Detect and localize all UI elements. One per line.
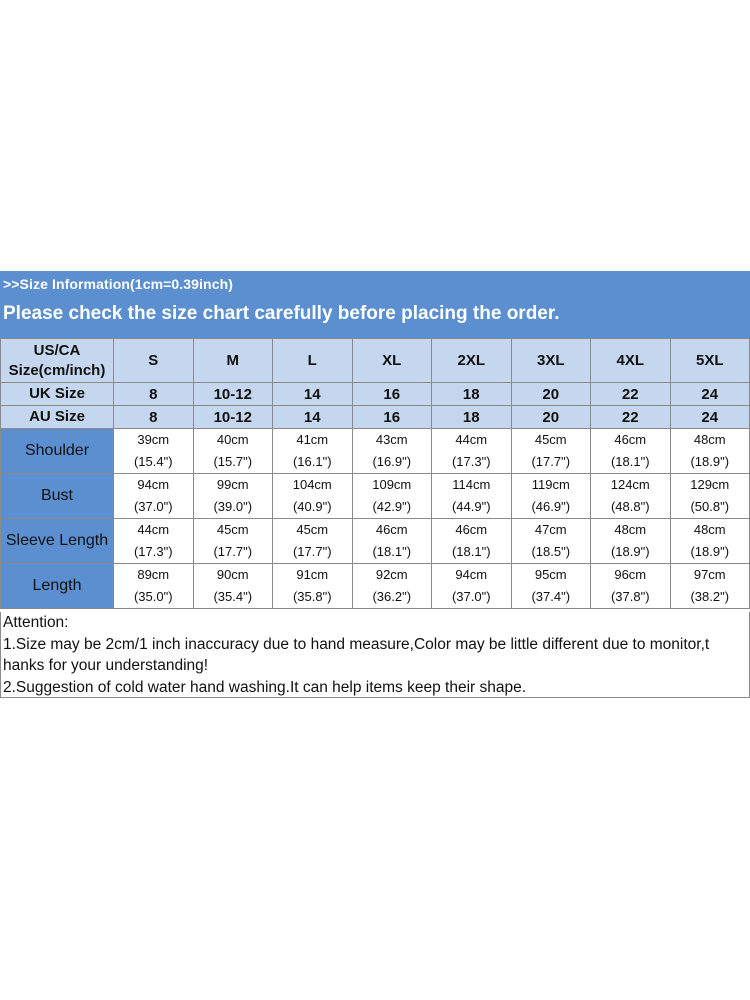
measurement-cell	[352, 564, 432, 609]
au-size-row	[1, 406, 750, 429]
cm-value: 48cm	[693, 432, 726, 447]
measurement-cell	[591, 474, 671, 519]
cm-value: 40cm	[216, 432, 249, 447]
inch-value: (37.4")	[531, 589, 571, 604]
measurement-cell	[670, 564, 750, 609]
size-cell: 4XL	[591, 339, 671, 383]
measurement-cell	[591, 429, 671, 474]
uk-size-row	[1, 383, 750, 406]
cm-value: 44cm	[137, 522, 170, 537]
attention-notes	[0, 612, 750, 698]
cm-value: 109cm	[372, 477, 412, 492]
size-cell: XL	[352, 339, 432, 383]
length-label: Length	[1, 564, 114, 609]
size-cell: 8	[114, 406, 194, 429]
inch-value: (17.3")	[451, 454, 491, 469]
inch-value: (18.1")	[372, 544, 412, 559]
inch-value: (39.0")	[213, 499, 253, 514]
inch-value: (44.9")	[451, 499, 491, 514]
inch-value: (15.4")	[133, 454, 173, 469]
inch-value: (42.9")	[372, 499, 412, 514]
inch-value: (15.7")	[213, 454, 253, 469]
inch-value: (18.9")	[690, 544, 730, 559]
attention-note-1: 1.Size may be 2cm/1 inch inaccuracy due to hand measure,Color may be little different due to monitor,t hanks for your understanding!	[3, 635, 710, 674]
cm-value: 48cm	[614, 522, 647, 537]
measurement-cell	[352, 429, 432, 474]
inch-value: (18.1")	[610, 454, 650, 469]
measurement-cell	[193, 564, 273, 609]
au-size-label: AU Size	[1, 406, 114, 429]
measurement-cell	[114, 564, 194, 609]
cm-value: 104cm	[292, 477, 332, 492]
sleeve-length-label: Sleeve Length	[1, 519, 114, 564]
size-cell: 20	[511, 383, 591, 406]
size-cell: 16	[352, 383, 432, 406]
cm-value: 124cm	[610, 477, 650, 492]
size-cell: 10-12	[193, 383, 273, 406]
cm-value: 119cm	[531, 477, 570, 492]
inch-value: (18.9")	[690, 454, 730, 469]
measurement-cell	[352, 519, 432, 564]
inch-value: (18.9")	[610, 544, 650, 559]
size-cell: 22	[591, 383, 671, 406]
cm-value: 48cm	[693, 522, 726, 537]
size-cell: S	[114, 339, 194, 383]
size-chart	[0, 271, 750, 699]
size-cell: M	[193, 339, 273, 383]
length-row	[1, 564, 750, 609]
inch-value: (17.7")	[531, 454, 571, 469]
measurement-cell	[114, 519, 194, 564]
inch-value: (40.9")	[292, 499, 332, 514]
cm-value: 114cm	[452, 477, 491, 492]
shoulder-row	[1, 429, 750, 474]
size-cell: 18	[432, 406, 512, 429]
measurement-cell	[670, 474, 750, 519]
measurement-cell	[273, 519, 353, 564]
us-ca-label-line1: US/CA	[33, 341, 81, 359]
inch-value: (18.5")	[531, 544, 571, 559]
cm-value: 94cm	[455, 567, 488, 582]
measurement-cell	[193, 429, 273, 474]
inch-value: (17.7")	[292, 544, 332, 559]
measurement-cell	[432, 519, 512, 564]
attention-title: Attention:	[3, 614, 69, 631]
inch-value: (16.1")	[292, 454, 332, 469]
cm-value: 46cm	[614, 432, 647, 447]
size-cell: 14	[273, 406, 353, 429]
inch-value: (37.0")	[451, 589, 491, 604]
cm-value: 94cm	[137, 477, 170, 492]
size-cell: 3XL	[511, 339, 591, 383]
cm-value: 46cm	[455, 522, 488, 537]
size-cell: 24	[670, 406, 750, 429]
inch-value: (50.8")	[690, 499, 730, 514]
measurement-cell	[273, 429, 353, 474]
size-info-title: >>Size Information(1cm=0.39inch)	[3, 276, 233, 292]
measurement-cell	[273, 564, 353, 609]
cm-value: 99cm	[216, 477, 249, 492]
cm-value: 90cm	[216, 567, 249, 582]
size-cell: 8	[114, 383, 194, 406]
measurement-cell	[511, 474, 591, 519]
size-info-banner	[0, 271, 750, 338]
size-cell: 14	[273, 383, 353, 406]
measurement-cell	[511, 564, 591, 609]
attention-note-2: 2.Suggestion of cold water hand washing.It can help items keep their shape.	[3, 678, 527, 696]
inch-value: (35.0")	[133, 589, 173, 604]
measurement-cell	[114, 429, 194, 474]
cm-value: 45cm	[534, 432, 567, 447]
size-check-notice: Please check the size chart carefully before placing the order.	[3, 303, 560, 324]
size-cell: 22	[591, 406, 671, 429]
uk-size-label: UK Size	[1, 383, 114, 406]
size-cell: 24	[670, 383, 750, 406]
size-cell: 10-12	[193, 406, 273, 429]
inch-value: (35.8")	[292, 589, 332, 604]
inch-value: (36.2")	[372, 589, 412, 604]
inch-value: (17.3")	[133, 544, 173, 559]
measurement-cell	[591, 564, 671, 609]
cm-value: 44cm	[455, 432, 488, 447]
measurement-cell	[670, 519, 750, 564]
inch-value: (35.4")	[213, 589, 253, 604]
us-ca-size-row	[1, 339, 750, 383]
inch-value: (48.8")	[610, 499, 650, 514]
cm-value: 45cm	[216, 522, 249, 537]
bust-label: Bust	[1, 474, 114, 519]
measurement-cell	[432, 564, 512, 609]
cm-value: 47cm	[534, 522, 567, 537]
sleeve-length-row	[1, 519, 750, 564]
measurement-cell	[352, 474, 432, 519]
size-cell: 5XL	[670, 339, 750, 383]
inch-value: (17.7")	[213, 544, 253, 559]
measurement-cell	[432, 429, 512, 474]
bust-row	[1, 474, 750, 519]
cm-value: 95cm	[534, 567, 567, 582]
size-cell: L	[273, 339, 353, 383]
measurement-cell	[193, 519, 273, 564]
cm-value: 92cm	[375, 567, 408, 582]
us-ca-size-label	[1, 339, 114, 383]
us-ca-label-line2: Size(cm/inch)	[8, 361, 106, 379]
size-cell: 20	[511, 406, 591, 429]
size-cell: 2XL	[432, 339, 512, 383]
shoulder-label: Shoulder	[1, 429, 114, 474]
cm-value: 39cm	[137, 432, 170, 447]
cm-value: 89cm	[137, 567, 170, 582]
measurement-cell	[511, 519, 591, 564]
measurement-cell	[114, 474, 194, 519]
inch-value: (18.1")	[451, 544, 491, 559]
cm-value: 129cm	[690, 477, 730, 492]
cm-value: 41cm	[296, 432, 329, 447]
measurement-cell	[193, 474, 273, 519]
inch-value: (16.9")	[372, 454, 412, 469]
measurement-cell	[591, 519, 671, 564]
cm-value: 46cm	[375, 522, 408, 537]
size-table	[0, 338, 750, 609]
measurement-cell	[273, 474, 353, 519]
measurement-cell	[432, 474, 512, 519]
size-cell: 16	[352, 406, 432, 429]
measurement-cell	[511, 429, 591, 474]
cm-value: 96cm	[614, 567, 647, 582]
inch-value: (38.2")	[690, 589, 730, 604]
cm-value: 45cm	[296, 522, 329, 537]
inch-value: (37.8")	[610, 589, 650, 604]
cm-value: 97cm	[693, 567, 726, 582]
measurement-cell	[670, 429, 750, 474]
inch-value: (46.9")	[531, 499, 571, 514]
cm-value: 91cm	[296, 567, 329, 582]
size-cell: 18	[432, 383, 512, 406]
inch-value: (37.0")	[133, 499, 173, 514]
cm-value: 43cm	[375, 432, 408, 447]
